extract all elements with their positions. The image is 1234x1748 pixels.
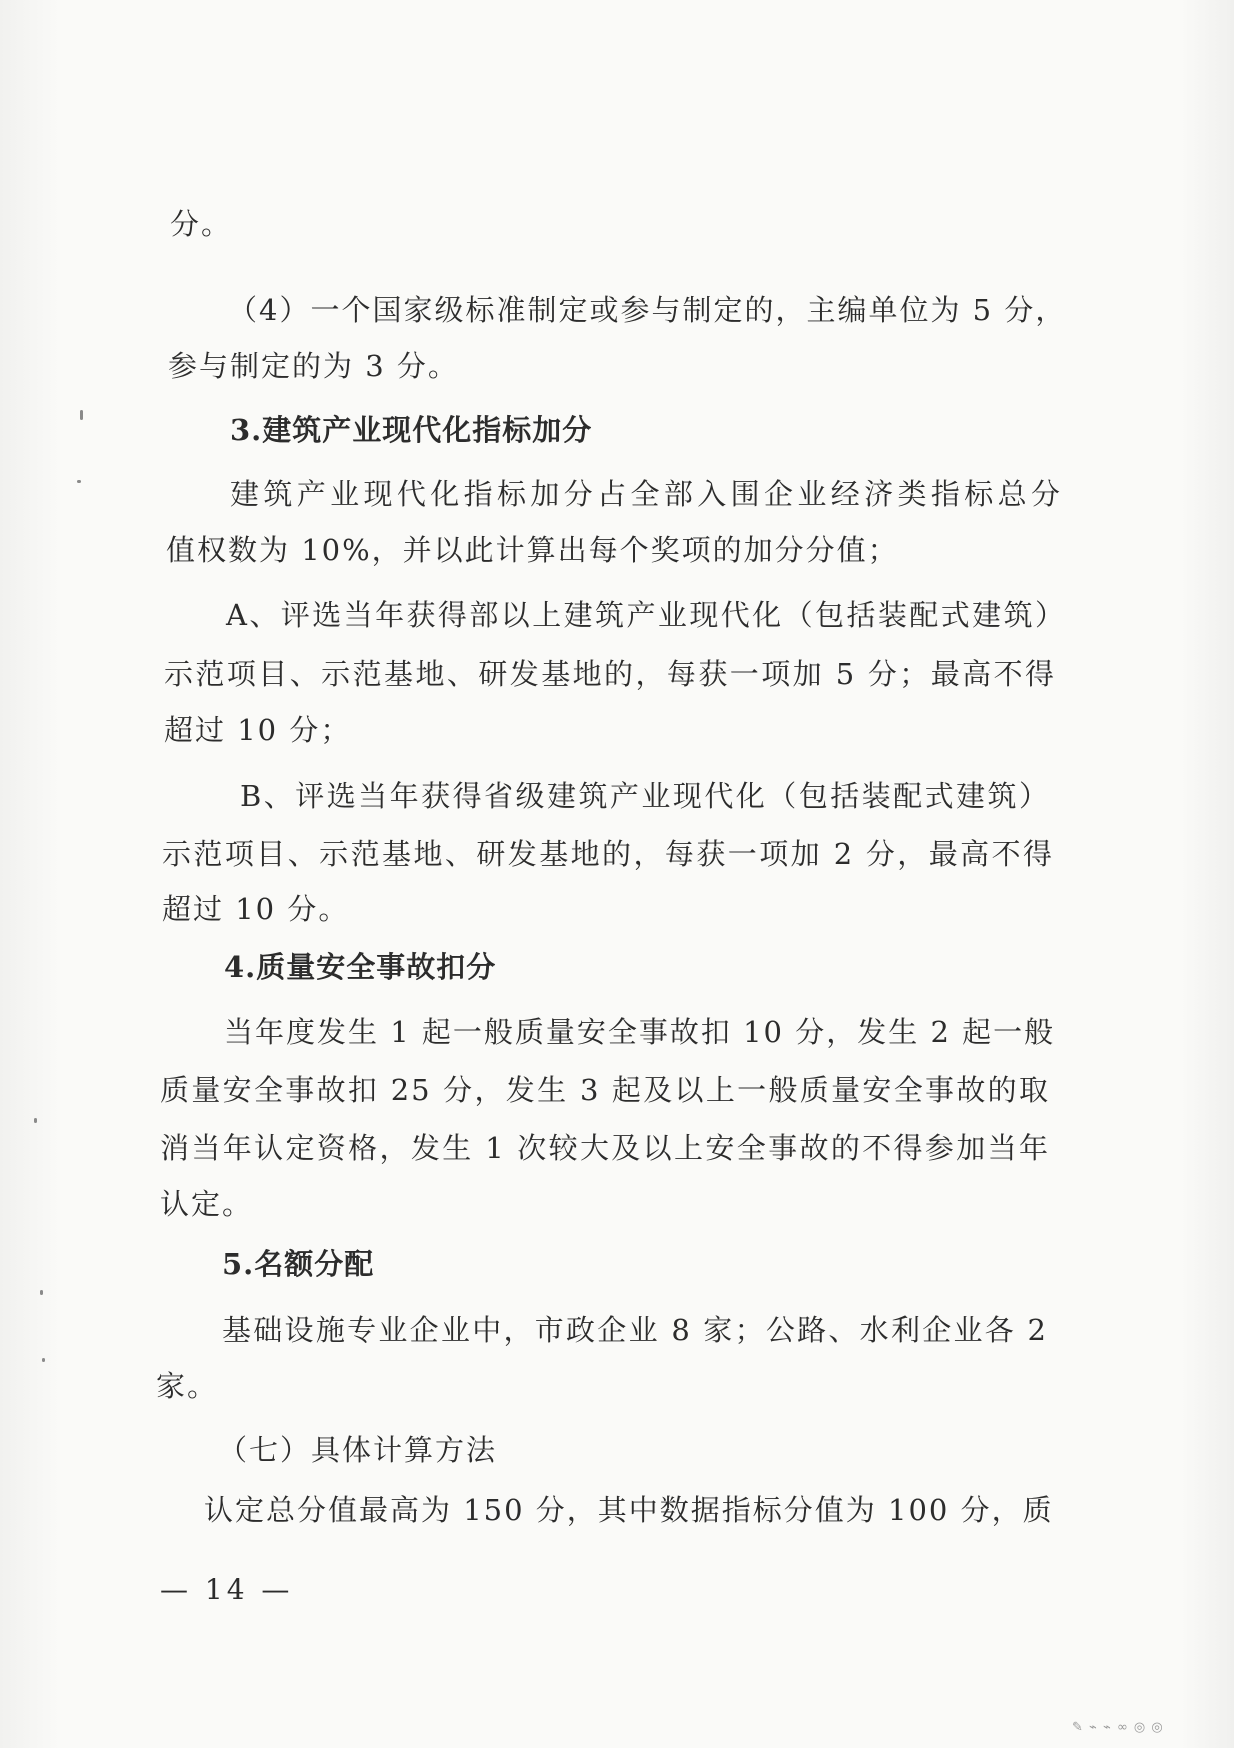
text-line: 示范项目、示范基地、研发基地的，每获一项加 5 分；最高不得 [164,657,1056,691]
text-line: 值权数为 10%，并以此计算出每个奖项的加分分值； [166,533,899,567]
scan-speck [80,410,83,420]
text-line: 质量安全事故扣 25 分，发生 3 起及以上一般质量安全事故的取 [160,1073,1050,1107]
section-heading: 4.质量安全事故扣分 [224,950,497,984]
text-line: 家。 [156,1369,219,1403]
text-line: （4）一个国家级标准制定或参与制定的，主编单位为 5 分， [228,293,1067,327]
text-line: 认定总分值最高为 150 分，其中数据指标分值为 100 分，质 [204,1493,1054,1527]
text-line: 示范项目、示范基地、研发基地的，每获一项加 2 分，最高不得 [162,837,1054,871]
text-line: 消当年认定资格，发生 1 次较大及以上安全事故的不得参加当年 [160,1131,1050,1165]
text-line: 当年度发生 1 起一般质量安全事故扣 10 分，发生 2 起一般 [224,1015,1056,1049]
scan-speck [40,1290,43,1295]
text-line: 分。 [170,207,233,241]
text-line: 超过 10 分。 [162,892,350,926]
section-heading: 5.名额分配 [222,1247,375,1281]
text-line: B、评选当年获得省级建筑产业现代化（包括装配式建筑） [240,779,1050,813]
page-number: — 14 — [160,1573,294,1606]
text-line: A、评选当年获得部以上建筑产业现代化（包括装配式建筑） [226,598,1066,632]
text-line: 认定。 [160,1187,254,1221]
text-line: 建筑产业现代化指标加分占全部入围企业经济类指标总分 [230,477,1062,511]
scan-speck [42,1358,45,1362]
scan-speck [34,1118,37,1123]
text-line: 超过 10 分； [164,713,352,747]
section-subheading: （七）具体计算方法 [218,1433,498,1467]
text-line: 参与制定的为 3 分。 [168,349,459,383]
scanner-watermark: ✎ ⌁ ⌁ ∞ ◎ ◎ [1072,1720,1164,1735]
section-heading: 3.建筑产业现代化指标加分 [230,413,593,447]
scan-speck [77,480,81,483]
text-line: 基础设施专业企业中，市政企业 8 家；公路、水利企业各 2 [222,1313,1048,1347]
